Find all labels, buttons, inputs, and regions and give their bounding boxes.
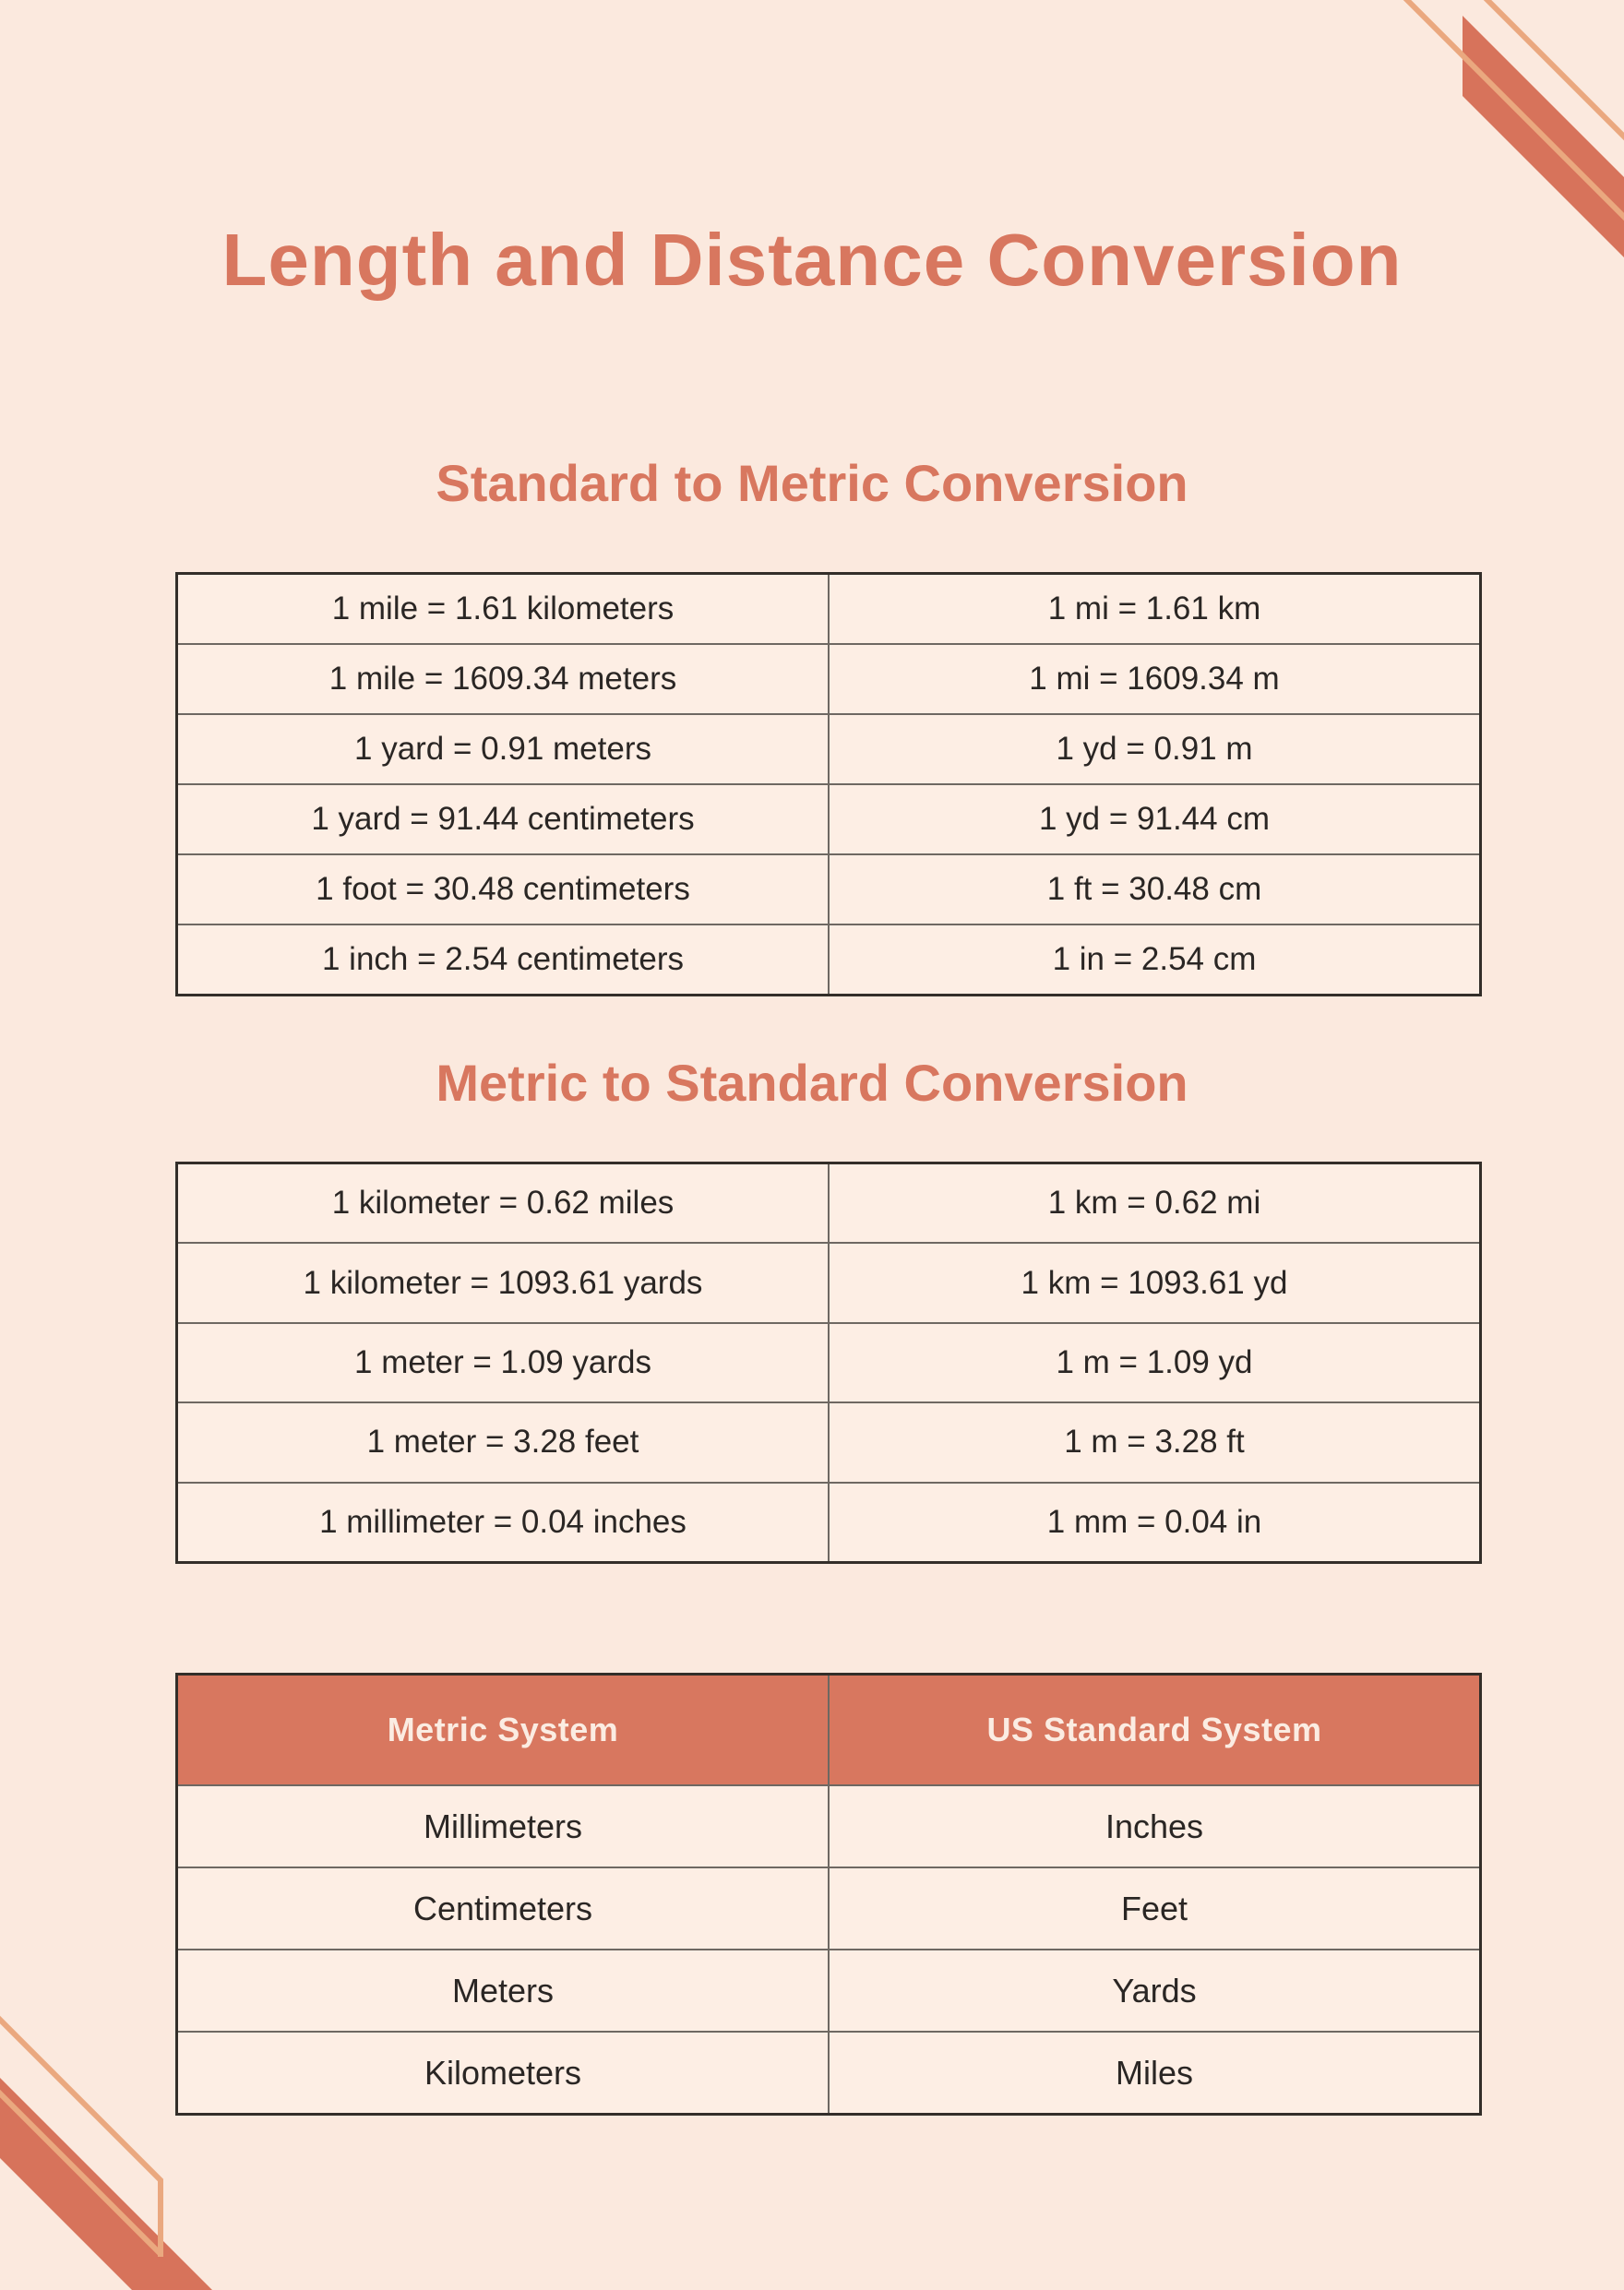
page-title: Length and Distance Conversion xyxy=(221,219,1403,301)
conversion-cell-abbrev: 1 mi = 1609.34 m xyxy=(828,645,1479,713)
table-row xyxy=(178,924,1479,994)
table-row xyxy=(178,1867,1479,1949)
conversion-cell-abbrev: 1 mm = 0.04 in xyxy=(828,1484,1479,1561)
conversion-cell-long: 1 millimeter = 0.04 inches xyxy=(319,1503,687,1540)
conversion-cell-long: 1 yard = 91.44 centimeters xyxy=(311,801,695,837)
table-row xyxy=(178,1949,1479,2031)
conversion-cell-abbrev: 1 ft = 30.48 cm xyxy=(828,855,1479,924)
table-row xyxy=(178,1401,1479,1481)
table-row xyxy=(178,853,1479,924)
conversion-cell-long: 1 kilometer = 1093.61 yards xyxy=(303,1264,703,1301)
header-metric-system: Metric System xyxy=(387,1711,619,1748)
conversion-cell-long: 1 yard = 0.91 meters xyxy=(354,731,651,767)
table-row xyxy=(178,575,1479,643)
conversion-cell-abbrev: 1 in = 2.54 cm xyxy=(828,925,1479,994)
section-heading-standard-to-metric: Standard to Metric Conversion xyxy=(436,454,1188,512)
metric-unit-cell: Meters xyxy=(451,1971,555,2010)
conversion-cell-long: 1 foot = 30.48 centimeters xyxy=(316,871,690,907)
conversion-cell-abbrev: 1 m = 3.28 ft xyxy=(828,1403,1479,1481)
table-header-row xyxy=(178,1676,1479,1784)
conversion-cell-abbrev: 1 km = 1093.61 yd xyxy=(828,1244,1479,1321)
conversion-cell-long: 1 meter = 3.28 feet xyxy=(366,1424,639,1461)
conversion-cell-abbrev: 1 yd = 0.91 m xyxy=(828,715,1479,783)
header-us-standard-system: US Standard System xyxy=(828,1676,1479,1784)
table-row xyxy=(178,1482,1479,1561)
table-row xyxy=(178,643,1479,713)
conversion-cell-abbrev: 1 yd = 91.44 cm xyxy=(828,785,1479,853)
conversion-cell-long: 1 mile = 1.61 kilometers xyxy=(331,590,675,626)
table-row xyxy=(178,1784,1479,1867)
metric-unit-cell: Centimeters xyxy=(412,1889,593,1927)
section-heading-metric-to-standard: Metric to Standard Conversion xyxy=(436,1054,1188,1112)
standard-to-metric-table xyxy=(175,572,1482,996)
metric-unit-cell: Kilometers xyxy=(424,2053,582,2092)
table-row xyxy=(178,2031,1479,2113)
table-row xyxy=(178,1322,1479,1401)
conversion-cell-abbrev: 1 km = 0.62 mi xyxy=(828,1164,1479,1242)
metric-to-standard-table xyxy=(175,1162,1482,1564)
conversion-cell-abbrev: 1 mi = 1.61 km xyxy=(828,575,1479,643)
system-comparison-table xyxy=(175,1673,1482,2116)
us-unit-cell: Inches xyxy=(828,1786,1479,1867)
table-row xyxy=(178,1242,1479,1321)
us-unit-cell: Feet xyxy=(828,1868,1479,1949)
table-row xyxy=(178,783,1479,853)
table-row xyxy=(178,713,1479,783)
table-row xyxy=(178,1164,1479,1242)
conversion-cell-long: 1 kilometer = 0.62 miles xyxy=(331,1185,675,1222)
conversion-cell-long: 1 inch = 2.54 centimeters xyxy=(321,941,685,977)
conversion-cell-abbrev: 1 m = 1.09 yd xyxy=(828,1324,1479,1401)
conversion-cell-long: 1 meter = 1.09 yards xyxy=(354,1344,651,1381)
us-unit-cell: Miles xyxy=(828,2033,1479,2113)
metric-unit-cell: Millimeters xyxy=(423,1807,582,1845)
us-unit-cell: Yards xyxy=(828,1950,1479,2031)
conversion-cell-long: 1 mile = 1609.34 meters xyxy=(328,661,677,697)
